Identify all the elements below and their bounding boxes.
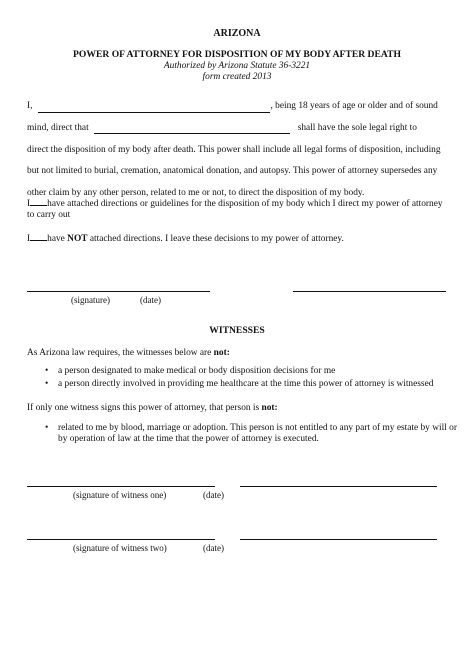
witness-intro-not: not: [213,348,230,358]
not-attached-not: NOT [67,234,88,244]
principal-signature-label: (signature) [71,295,110,305]
list-item [27,423,457,446]
witness-intro-text: As Arizona law requires, the witnesses below are [27,348,212,358]
declaration-text-5: other claim by any other person, related to me or not, to direct the disposition of my body. [27,188,365,199]
declaration-text-3: direct the disposition of my body after death. This power shall include all legal forms of disposition, including [27,144,441,155]
list-item-text: related to me by blood, marriage or adoption. This person is not entitled to any part of my estate by will or by operation of law at the time that the power of attorney is executed. [58,423,457,445]
agent-name-blank[interactable] [94,124,290,134]
witness-requirements-list [27,366,457,393]
single-witness-intro [27,403,447,414]
not-attached-text: attached directions. I leave these decisions to my power of attorney. [89,234,344,244]
witness-two-signature-label: (signature of witness two) [73,543,167,553]
declaration-line-1 [27,91,447,113]
principal-date-line[interactable] [293,291,446,292]
principal-date-label: (date) [140,295,161,305]
list-item-text: a person designated to make medical or body disposition decisions for me [58,366,336,376]
form-created-date: form created 2013 [202,71,272,82]
single-witness-list [27,423,457,448]
form-title: POWER OF ATTORNEY FOR DISPOSITION OF MY BODY AFTER DEATH [73,49,401,60]
not-attached-statement [27,232,447,245]
declaration-line-3 [27,134,447,156]
declaration-text-4: but not limited to burial, cremation, anatomical donation, and autopsy. This power of attorney supersedes any [27,166,438,177]
attached-directions-statement [27,197,447,222]
witness-two-date-line[interactable] [240,539,437,540]
bullet-icon: • [45,423,49,433]
state-heading: ARIZONA [213,28,261,39]
agent-prefix: mind, direct that [27,123,89,134]
witness-requirements-intro [27,348,447,359]
witness-one-signature-line[interactable] [27,486,215,487]
bullet-icon: • [45,379,49,390]
witness-one-date-line[interactable] [240,486,437,487]
not-attached-initials-blank[interactable] [30,232,47,241]
declaration-line-4 [27,156,447,178]
witness-two-date-label: (date) [203,543,224,553]
principal-signature-line[interactable] [27,291,210,292]
statute-reference: Authorized by Arizona Statute 36-3221 [163,60,311,71]
single-witness-text: If only one witness signs this power of attorney, that person is [27,403,260,413]
not-attached-have: have [47,234,65,244]
form-header [0,28,474,83]
witness-one-date-label: (date) [203,490,224,500]
declaration-paragraph [27,91,447,199]
list-item-text: a person directly involved in providing me healthcare at the time this power of attorney is witnessed [58,379,434,390]
list-item [27,366,457,377]
witnesses-heading: WITNESSES [209,325,265,336]
declarant-name-blank[interactable] [38,103,270,113]
not-attached-prefix: I [27,234,31,244]
agent-suffix: shall have the sole legal right to [297,123,417,134]
declarant-prefix: I, [27,101,33,112]
list-item [27,379,457,390]
declarant-suffix: , being 18 years of age or older and of sound [270,101,438,112]
attached-prefix: I [27,199,31,209]
witness-one-signature-label: (signature of witness one) [73,490,167,500]
attached-text: have attached directions or guidelines for the disposition of my body which I direct my power of attorney to carry out [27,199,443,221]
bullet-icon: • [45,366,49,376]
attached-initials-blank[interactable] [30,197,47,206]
single-witness-not: not: [261,403,278,413]
declaration-line-2 [27,113,447,135]
witness-two-signature-line[interactable] [27,539,215,540]
